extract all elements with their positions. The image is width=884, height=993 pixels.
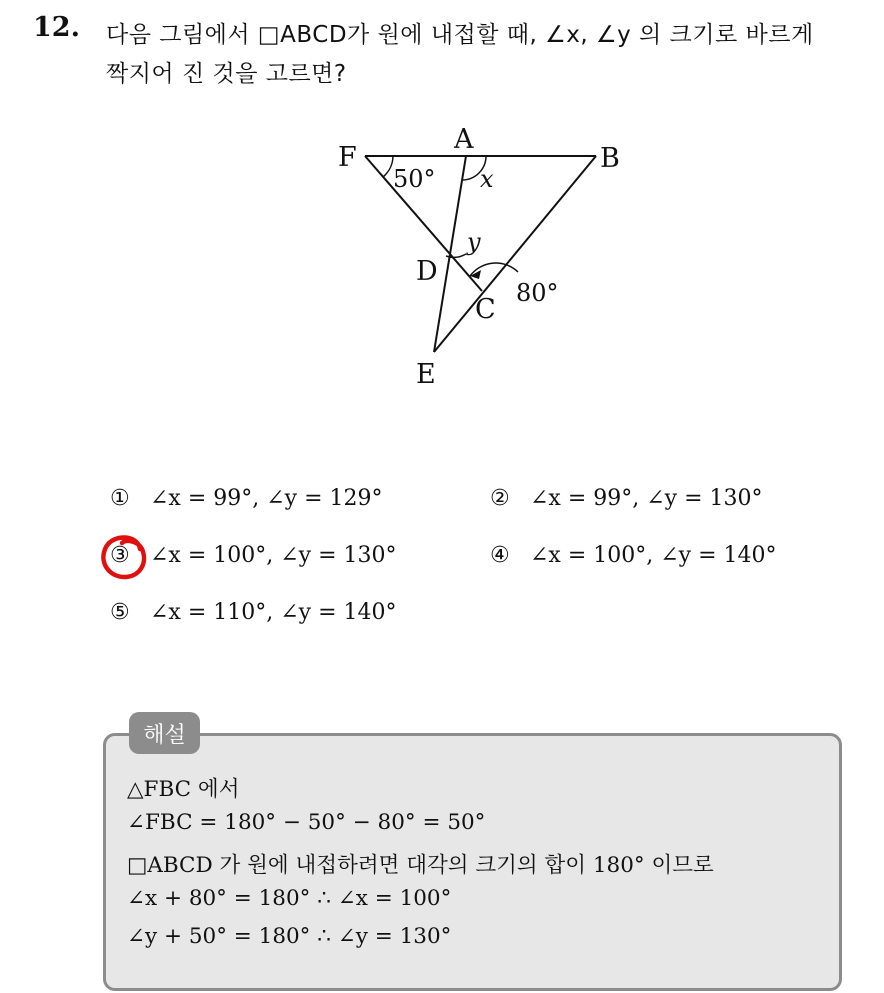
segment-AE xyxy=(434,156,466,352)
choice-3-number: ③ xyxy=(110,543,130,568)
solution-line-4: ∠x + 80° = 180° ∴ ∠x = 100° xyxy=(127,886,452,911)
angle-label-80: 80° xyxy=(516,279,559,307)
label-E: E xyxy=(416,359,436,390)
choice-2-text: ∠x = 99°, ∠y = 130° xyxy=(530,486,763,511)
question-number: 12. xyxy=(33,12,80,43)
angle-label-y: y xyxy=(467,228,481,256)
answer-mark-circle xyxy=(96,527,156,583)
choice-3-text: ∠x = 100°, ∠y = 130° xyxy=(150,543,397,568)
solution-line-3: □ABCD 가 원에 내접하려면 대각의 크기의 합이 180° 이므로 xyxy=(127,853,714,878)
angle-arc-50 xyxy=(383,156,393,177)
choice-1[interactable] xyxy=(110,486,383,511)
angle-label-x: x xyxy=(480,165,494,193)
solution-line-2: ∠FBC = 180° − 50° − 80° = 50° xyxy=(127,810,486,835)
segment-BE xyxy=(434,156,596,352)
label-C: C xyxy=(475,294,496,325)
solution-line-1: △FBC 에서 xyxy=(127,777,240,802)
choice-4-text: ∠x = 100°, ∠y = 140° xyxy=(530,543,777,568)
choice-2[interactable] xyxy=(490,486,763,511)
solution-line-5: ∠y + 50° = 180° ∴ ∠y = 130° xyxy=(127,924,452,949)
choice-4[interactable] xyxy=(490,543,777,568)
choice-4-number: ④ xyxy=(490,543,510,568)
angle-label-50: 50° xyxy=(393,165,436,193)
choice-5-text: ∠x = 110°, ∠y = 140° xyxy=(150,600,397,625)
solution-tag: 해설 xyxy=(129,712,200,754)
label-A: A xyxy=(454,124,474,155)
label-F: F xyxy=(338,142,357,173)
label-B: B xyxy=(600,143,620,174)
choice-1-number: ① xyxy=(110,486,130,511)
label-D: D xyxy=(416,256,438,287)
question-text-line-1: 다음 그림에서 □ABCD가 원에 내접할 때, ∠x, ∠y 의 크기로 바르게 xyxy=(106,22,814,48)
choice-5[interactable] xyxy=(110,600,397,625)
choice-2-number: ② xyxy=(490,486,510,511)
choice-1-text: ∠x = 99°, ∠y = 129° xyxy=(150,486,383,511)
geometry-figure xyxy=(0,0,884,460)
choice-5-number: ⑤ xyxy=(110,600,130,625)
question-text-line-2: 짝지어 진 것을 고르면? xyxy=(106,61,347,87)
